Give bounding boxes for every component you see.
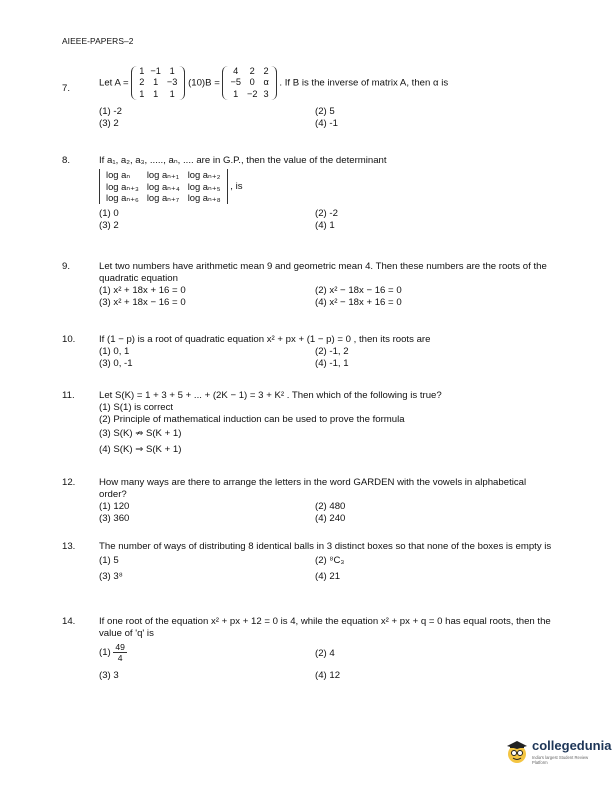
question-7: [62, 66, 552, 136]
option-1: (1) 0, 1: [99, 346, 130, 358]
option-4: (4) 1: [315, 220, 335, 232]
option-2: (2) ⁸C₃: [315, 555, 345, 567]
option-3: (3) 0, -1: [99, 358, 133, 370]
question-text: If one root of the equation x² + px + 12 = 0 is 4, while the equation x² + px + q = 0 has equal roots, then the value of 'q' is: [99, 616, 551, 640]
question-12: [62, 477, 552, 532]
question-number: 12.: [62, 477, 76, 488]
collegedunia-tagline: India's largest Student Review Platform: [532, 755, 589, 765]
option-3: (3) S(K) ⇏ S(K + 1): [99, 427, 182, 439]
question-text: (10)B =: [188, 77, 220, 89]
determinant: log aₙ log aₙ₊₁ log aₙ₊₂ log aₙ₊₃ log aₙ₊₄ log aₙ₊₅ log aₙ₊₆ log aₙ₊₇ log aₙ₊₈: [99, 169, 228, 204]
option-1: (1) 120: [99, 501, 130, 513]
option-4: (4) 12: [315, 670, 341, 682]
question-number: 14.: [62, 616, 76, 627]
question-9: [62, 261, 552, 321]
option-1: (1) x² + 18x + 16 = 0: [99, 285, 186, 297]
question-10: [62, 334, 552, 376]
option-2: (2) 480: [315, 501, 346, 513]
option-3: (3) 360: [99, 513, 130, 525]
question-number: 13.: [62, 541, 76, 552]
question-number: 7.: [62, 83, 71, 94]
option-1: (1) 0: [99, 208, 119, 220]
option-4: (4) S(K) ⇒ S(K + 1): [99, 443, 182, 455]
question-text: , is: [230, 181, 243, 193]
question-text: Let S(K) = 1 + 3 + 5 + ... + (2K − 1) = 3 + K² . Then which of the following is true?: [99, 390, 442, 401]
option-4: (4) -1, 1: [315, 358, 349, 370]
question-text: Let two numbers have arithmetic mean 9 and geometric mean 4. Then these numbers are the roots of the quadratic equation: [99, 261, 547, 285]
option-2: (2) -2: [315, 208, 338, 220]
graduate-mascot-icon: [505, 740, 529, 764]
question-text: If (1 − p) is a root of quadratic equation x² + px + (1 − p) = 0 , then its roots are: [99, 334, 431, 345]
question-number: 9.: [62, 261, 71, 272]
question-8: [62, 155, 552, 250]
question-number: 8.: [62, 155, 71, 166]
option-2: (2) -1, 2: [315, 346, 349, 358]
option-3: (3) 2: [99, 118, 119, 130]
option-3: (3) 2: [99, 220, 119, 232]
option-1: (1) $\frac{49}{4}$: [99, 642, 125, 664]
question-11: [62, 390, 552, 462]
option-3: (3) 3: [99, 670, 119, 682]
option-1: (1) S(1) is correct: [99, 402, 174, 414]
question-text: If a₁, a₂, a₃, ....., aₙ, .... are in G.P., then the value of the determinant: [99, 155, 387, 166]
option-3: (3) x² + 18x − 16 = 0: [99, 297, 186, 309]
question-text: How many ways are there to arrange the letters in the word GARDEN with the vowels in alphabetical order?: [99, 477, 527, 501]
page-header: AIEEE-PAPERS–2: [62, 36, 134, 46]
option-2: (2) x² − 18x − 16 = 0: [315, 285, 402, 297]
option-4: (4) 240: [315, 513, 346, 525]
question-text: The number of ways of distributing 8 identical balls in 3 distinct boxes so that none of the boxes is empty is: [99, 541, 552, 552]
option-2: (2) 5: [315, 106, 335, 118]
fraction: $\frac{49}{4}$: [115, 642, 125, 664]
question-14: [62, 616, 552, 691]
matrix-b: 4 2 2 −5 0 α 1 −2 3: [222, 66, 276, 100]
option-3: (3) 3⁸: [99, 571, 123, 583]
question-text: . If B is the inverse of matrix A, then α is: [279, 77, 449, 89]
question-number: 10.: [62, 334, 76, 345]
question-13: [62, 541, 552, 601]
option-4: (4) -1: [315, 118, 338, 130]
question-number: 11.: [62, 390, 75, 401]
option-4: (4) 21: [315, 571, 341, 583]
option-1: (1) -2: [99, 106, 122, 118]
collegedunia-logo-text: collegedunia: [532, 738, 612, 753]
question-text: Let A =: [99, 77, 129, 89]
option-4: (4) x² − 18x + 16 = 0: [315, 297, 402, 309]
option-2: (2) Principle of mathematical induction can be used to prove the formula: [99, 414, 405, 426]
option-2: (2) 4: [315, 648, 335, 660]
matrix-a: 1 −1 1 2 1 −3 1 1 1: [131, 66, 185, 100]
option-1: (1) 5: [99, 555, 119, 567]
